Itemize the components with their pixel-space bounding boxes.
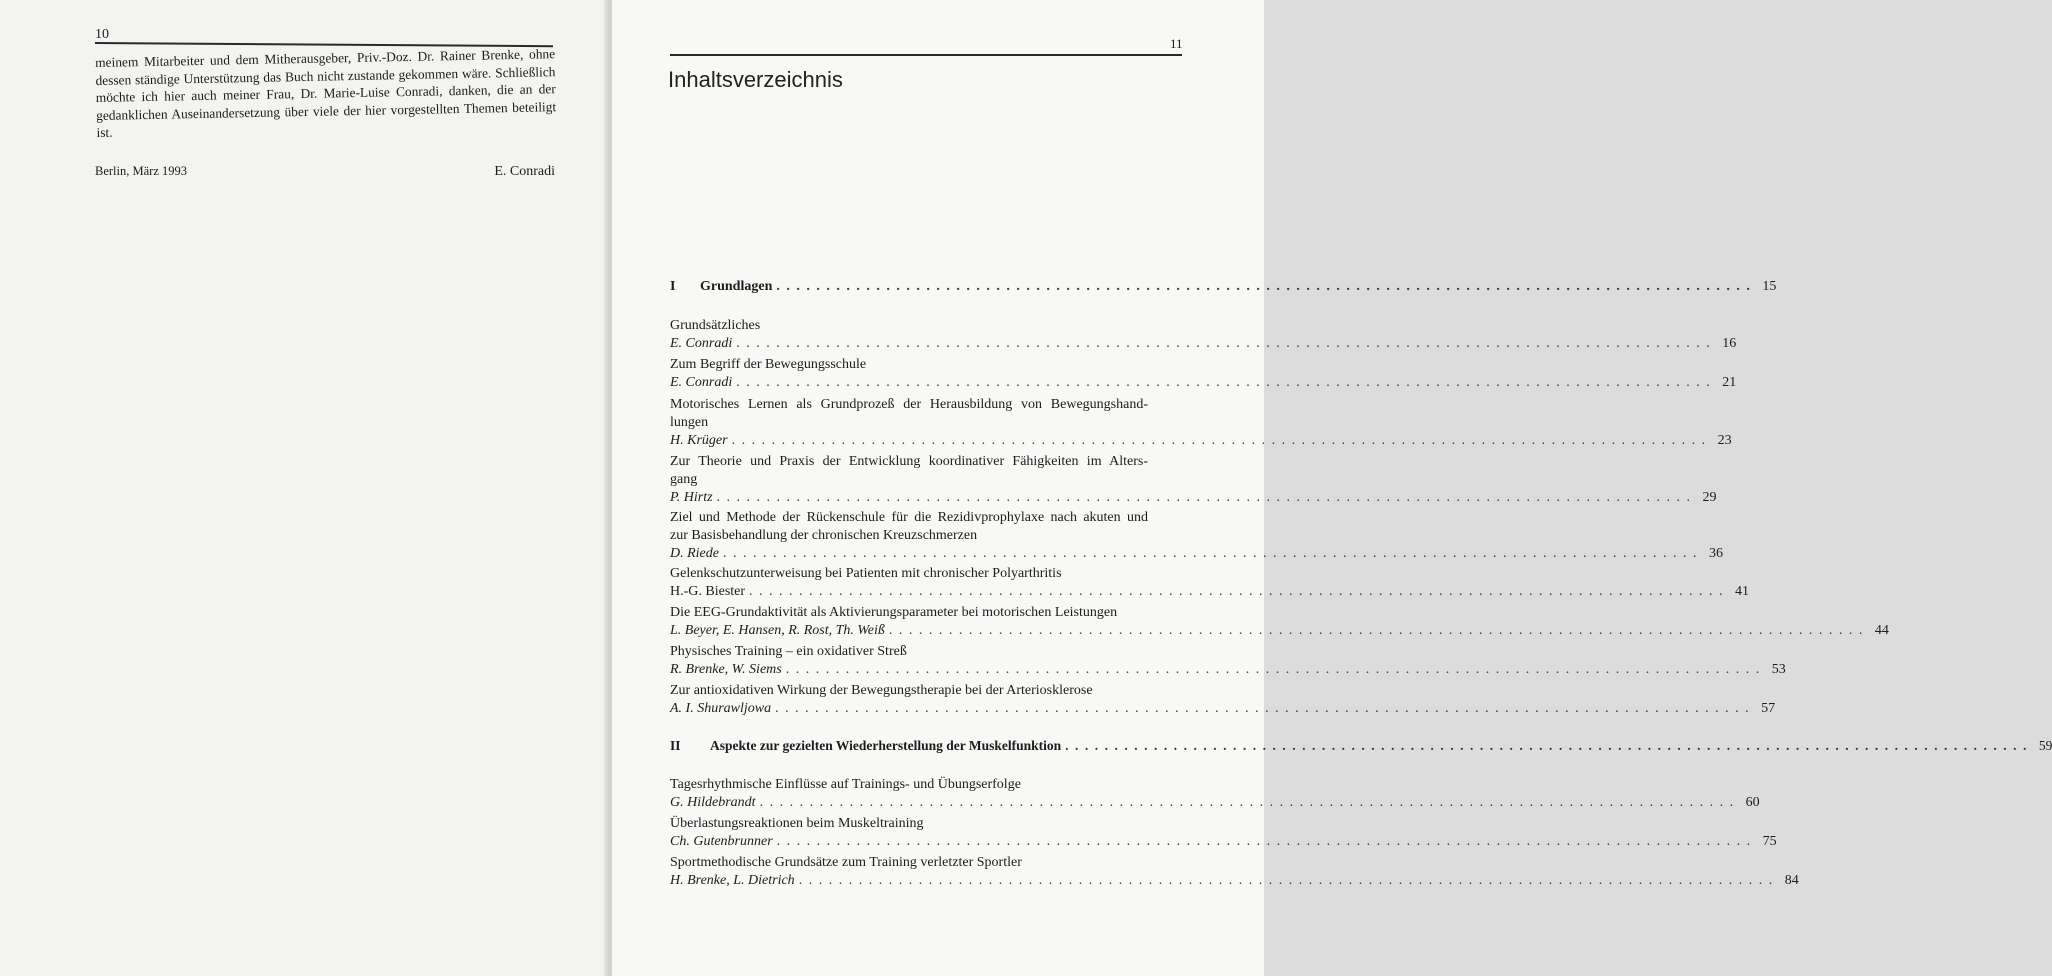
entry-title: Die EEG-Grundaktivität als Aktivierungsparameter bei motorischen Leistungen <box>670 605 1118 620</box>
section-page: 59 <box>2038 738 2052 753</box>
page-number-left: 10 <box>95 27 109 42</box>
entry-title: Physisches Training – ein oxidativer Streß <box>670 644 907 659</box>
entry-title: Zur Theorie und Praxis der Entwicklung koordinativer Fähigkeiten im Alters- <box>670 454 1148 469</box>
entry-title: Überlastungsreaktionen beim Muskeltraining <box>670 816 924 831</box>
toc-entry[interactable] <box>670 854 1799 890</box>
entry-title: Sportmethodische Grundsätze zum Training verletzter Sportler <box>670 855 1022 870</box>
section-number: I <box>670 279 676 294</box>
entry-authors: H. Krüger <box>670 433 728 448</box>
section-number: II <box>670 738 681 753</box>
leader-dots: .................................................................................................. <box>776 279 1757 294</box>
entry-page: 36 <box>1708 546 1723 561</box>
toc-entry[interactable] <box>670 682 1776 718</box>
signature-line <box>95 164 555 180</box>
entry-authors: E. Conradi <box>670 336 733 351</box>
page-title: Inhaltsverzeichnis <box>668 67 843 92</box>
entry-title: Grundsätzliches <box>670 318 761 333</box>
paragraph-line: möchte ich hier auch meiner Frau, Dr. Marie-Luise Conradi, danken, die an der <box>95 81 556 105</box>
entry-authors: E. Conradi <box>670 375 733 390</box>
entry-page: 44 <box>1874 623 1889 638</box>
section-page: 15 <box>1762 279 1777 294</box>
entry-authors: P. Hirtz <box>670 490 713 505</box>
entry-authors: D. Riede <box>670 546 719 561</box>
entry-title: zur Basisbehandlung der chronischen Kreuzschmerzen <box>670 528 978 543</box>
header-rule-right <box>670 54 1182 56</box>
entry-title: Ziel und Methode der Rückenschule für die Rezidivprophylaxe nach akuten und <box>670 510 1148 525</box>
entry-authors: H.-G. Biester <box>670 584 746 599</box>
foreword-paragraph <box>95 45 557 141</box>
toc-entry[interactable] <box>670 356 1737 392</box>
entry-page: 57 <box>1761 701 1776 716</box>
leader-dots: .................................................................................................. <box>716 490 1697 505</box>
entry-page: 29 <box>1702 490 1717 505</box>
signature: E. Conradi <box>494 164 555 179</box>
place-date: Berlin, März 1993 <box>95 164 187 178</box>
toc-entry[interactable] <box>670 509 1723 563</box>
entry-page: 16 <box>1722 336 1737 351</box>
section-title: Aspekte zur gezielten Wiederherstellung der Muskelfunktion <box>710 738 1062 753</box>
left-page <box>0 0 610 976</box>
leader-dots: .................................................................................................. <box>736 336 1717 351</box>
section-title: Grundlagen <box>700 279 773 294</box>
entry-title: lungen <box>670 415 709 430</box>
leader-dots: .................................................................................................. <box>888 623 1869 638</box>
leader-dots: .................................................................................................. <box>1065 738 2033 753</box>
entry-title: Gelenkschutzunterweisung bei Patienten mit chronischer Polyarthritis <box>670 566 1062 581</box>
entry-authors: L. Beyer, E. Hansen, R. Rost, Th. Weiß <box>670 623 885 638</box>
toc-entry[interactable] <box>670 565 1750 601</box>
leader-dots: .................................................................................................. <box>775 701 1756 716</box>
paragraph-line: gedanklichen Auseinandersetzung über viele der hier vorgestellten Themen beteiligt <box>96 98 557 123</box>
entry-authors: G. Hildebrandt <box>670 795 756 810</box>
toc-entry[interactable] <box>670 815 1777 851</box>
entry-authors: R. Brenke, W. Siems <box>670 662 782 677</box>
leader-dots: .................................................................................................. <box>731 433 1712 448</box>
toc-entry[interactable] <box>670 776 1760 812</box>
entry-page: 53 <box>1771 662 1786 677</box>
entry-title: Zur antioxidativen Wirkung der Bewegungstherapie bei der Arteriosklerose <box>670 683 1093 698</box>
leader-dots: .................................................................................................. <box>785 662 1766 677</box>
leader-dots: .................................................................................................. <box>722 546 1703 561</box>
entry-page: 75 <box>1762 834 1777 849</box>
paragraph-line: ist. <box>96 124 113 140</box>
toc-entry[interactable] <box>670 317 1737 353</box>
toc-entry[interactable] <box>670 643 1786 679</box>
entry-title: gang <box>670 472 698 487</box>
leader-dots: .................................................................................................. <box>759 795 1740 810</box>
entry-title: Zum Begriff der Bewegungsschule <box>670 357 867 372</box>
entry-page: 60 <box>1745 795 1760 810</box>
entry-authors: A. I. Shurawljowa <box>670 701 772 716</box>
entry-page: 84 <box>1784 873 1799 888</box>
paragraph-line: dessen ständige Unterstützung das Buch nicht zustande gekommen wäre. Schließlich <box>95 63 556 88</box>
entry-authors: H. Brenke, L. Dietrich <box>670 873 795 888</box>
entry-authors: Ch. Gutenbrunner <box>670 834 773 849</box>
paragraph-line: meinem Mitarbeiter und dem Mitherausgeber, Priv.-Doz. Dr. Rainer Brenke, ohne <box>95 46 556 70</box>
toc-section-heading[interactable] <box>670 278 1777 296</box>
leader-dots: .................................................................................................. <box>749 584 1730 599</box>
toc-entry[interactable] <box>670 453 1717 507</box>
entry-title: Motorisches Lernen als Grundprozeß der Herausbildung von Bewegungshand- <box>670 397 1148 412</box>
toc-entry[interactable] <box>670 396 1732 450</box>
page-number-right: 11 <box>1170 36 1183 51</box>
entry-page: 21 <box>1722 375 1737 390</box>
leader-dots: .................................................................................................. <box>776 834 1757 849</box>
leader-dots: .................................................................................................. <box>736 375 1717 390</box>
entry-title: Tagesrhythmische Einflüsse auf Trainings- und Übungserfolge <box>670 777 1021 792</box>
leader-dots: .................................................................................................. <box>798 873 1779 888</box>
toc-section-heading[interactable] <box>670 737 2052 755</box>
entry-page: 41 <box>1735 584 1750 599</box>
entry-page: 23 <box>1717 433 1732 448</box>
toc-entry[interactable] <box>670 604 1889 640</box>
